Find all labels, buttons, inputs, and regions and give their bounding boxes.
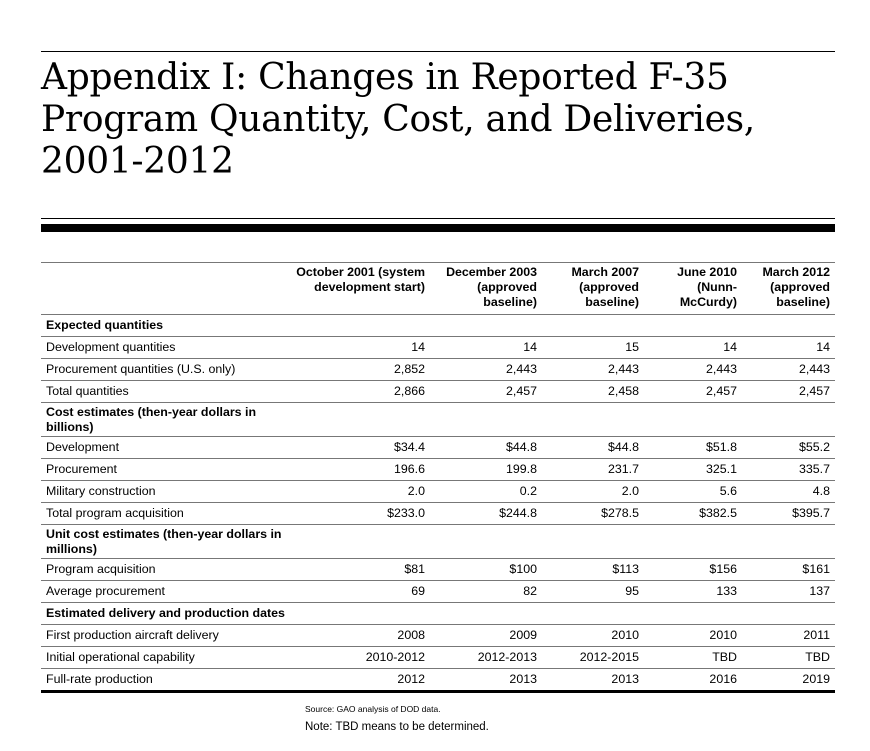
row-label: First production aircraft delivery <box>46 628 219 643</box>
table-cell: 325.1 <box>705 462 737 477</box>
table-cell: 2012-2013 <box>477 650 537 665</box>
empty-cell <box>542 525 644 559</box>
empty-cell <box>294 603 430 625</box>
table-cell: 2008 <box>397 628 425 643</box>
table-cell: 95 <box>625 584 639 599</box>
source-note: Source: GAO analysis of DOD data. <box>305 704 441 714</box>
table-cell: $100 <box>509 562 537 577</box>
empty-cell <box>294 525 430 559</box>
table-cell: 2019 <box>802 672 830 687</box>
table-row <box>41 559 835 581</box>
page-title: Appendix I: Changes in Reported F-35 Program Quantity, Cost, and Deliveries, 2001-2012 <box>41 57 755 182</box>
table-cell: $156 <box>709 562 737 577</box>
table-cell: 2,443 <box>705 362 737 377</box>
table-row <box>41 669 835 692</box>
row-label: Development <box>46 440 120 455</box>
table-cell: 137 <box>809 584 830 599</box>
row-label: Full-rate production <box>46 672 153 687</box>
table-cell: 2012-2015 <box>579 650 639 665</box>
table-row <box>41 381 835 403</box>
table-cell: 2012 <box>397 672 425 687</box>
table-cell: 5.6 <box>719 484 737 499</box>
table-cell: 14 <box>411 340 425 355</box>
table-cell: 2010 <box>611 628 639 643</box>
empty-cell <box>430 525 542 559</box>
f35-changes-table <box>41 262 835 693</box>
empty-cell <box>430 403 542 437</box>
table-cell: 2013 <box>611 672 639 687</box>
empty-cell <box>294 315 430 337</box>
table-cell: 0.2 <box>519 484 537 499</box>
empty-cell <box>542 315 644 337</box>
empty-cell <box>742 603 835 625</box>
table-row <box>41 437 835 459</box>
table-cell: 2009 <box>509 628 537 643</box>
table-cell: $44.8 <box>505 440 537 455</box>
table-cell: 2,458 <box>607 384 639 399</box>
table-cell: 2.0 <box>621 484 639 499</box>
table-row <box>41 359 835 381</box>
row-label: Development quantities <box>46 340 176 355</box>
table-cell: $382.5 <box>699 506 737 521</box>
title-divider-thin <box>41 218 835 219</box>
table-row <box>41 337 835 359</box>
table-row <box>41 481 835 503</box>
table-cell: 2011 <box>803 628 830 643</box>
table-cell: 2,457 <box>705 384 737 399</box>
header-dec-2003: December 2003 (approved baseline) <box>446 265 537 309</box>
empty-cell <box>644 603 742 625</box>
section-heading: Unit cost estimates (then-year dollars in millions) <box>46 527 282 556</box>
row-label: Procurement quantities (U.S. only) <box>46 362 236 377</box>
empty-cell <box>742 403 835 437</box>
row-label: Initial operational capability <box>46 650 195 665</box>
table-cell: 2010-2012 <box>365 650 425 665</box>
table-cell: 2,866 <box>393 384 425 399</box>
section-row <box>41 603 835 625</box>
row-label: Procurement <box>46 462 117 477</box>
table-cell: $113 <box>612 562 639 577</box>
table-cell: 2016 <box>709 672 737 687</box>
empty-cell <box>542 403 644 437</box>
table-cell: 69 <box>411 584 425 599</box>
table-cell: 2,457 <box>505 384 537 399</box>
table-row <box>41 625 835 647</box>
table-cell: 2,443 <box>798 362 830 377</box>
table-row <box>41 459 835 481</box>
row-label: Program acquisition <box>46 562 156 577</box>
empty-cell <box>542 603 644 625</box>
table-cell: $233.0 <box>387 506 425 521</box>
table-row <box>41 503 835 525</box>
table-cell: 14 <box>723 340 737 355</box>
row-label: Average procurement <box>46 584 165 599</box>
table-cell: 2,457 <box>798 384 830 399</box>
table-cell: 14 <box>523 340 537 355</box>
table-body <box>41 315 835 692</box>
header-mar-2012: March 2012 (approved baseline) <box>762 265 830 309</box>
footnote: Note: TBD means to be determined. <box>305 721 489 733</box>
table-cell: $44.8 <box>607 440 639 455</box>
section-row <box>41 315 835 337</box>
empty-cell <box>742 525 835 559</box>
section-row <box>41 403 835 437</box>
row-label: Total quantities <box>46 384 129 399</box>
table-cell: 14 <box>816 340 830 355</box>
empty-cell <box>742 315 835 337</box>
table-cell: 4.8 <box>812 484 830 499</box>
table-cell: 335.7 <box>798 462 830 477</box>
table-cell: $34.4 <box>393 440 425 455</box>
empty-cell <box>644 525 742 559</box>
table-cell: 2,443 <box>505 362 537 377</box>
table-header <box>41 263 835 315</box>
table-cell: TBD <box>805 650 830 665</box>
row-label: Total program acquisition <box>46 506 184 521</box>
empty-cell <box>430 315 542 337</box>
table-cell: 2,443 <box>607 362 639 377</box>
table-cell: $51.8 <box>705 440 737 455</box>
table-cell: $55.2 <box>798 440 830 455</box>
row-label: Military construction <box>46 484 156 499</box>
table-row <box>41 647 835 669</box>
table-cell: 82 <box>523 584 537 599</box>
table-cell: 15 <box>625 340 639 355</box>
table-cell: TBD <box>712 650 737 665</box>
table-cell: 231.7 <box>607 462 639 477</box>
header-jun-2010: June 2010 (Nunn-McCurdy) <box>677 265 737 309</box>
table-cell: 2,852 <box>393 362 425 377</box>
section-heading: Expected quantities <box>46 318 164 333</box>
table-cell: $244.8 <box>499 506 537 521</box>
section-heading: Cost estimates (then-year dollars in billions) <box>46 405 257 434</box>
table-cell: 199.8 <box>505 462 537 477</box>
table-cell: $278.5 <box>601 506 639 521</box>
table-cell: 133 <box>716 584 737 599</box>
table-cell: 2013 <box>509 672 537 687</box>
section-heading: Estimated delivery and production dates <box>46 606 285 621</box>
section-row <box>41 525 835 559</box>
empty-cell <box>644 315 742 337</box>
table-cell: 2010 <box>709 628 737 643</box>
table-row <box>41 581 835 603</box>
table-cell: $161 <box>802 562 830 577</box>
title-divider-thick <box>41 224 835 232</box>
table-cell: $81 <box>404 562 425 577</box>
header-oct-2001: October 2001 (system development start) <box>296 265 425 294</box>
empty-cell <box>644 403 742 437</box>
table-cell: 2.0 <box>407 484 425 499</box>
header-mar-2007: March 2007 (approved baseline) <box>571 265 639 309</box>
top-rule <box>41 51 835 52</box>
header-label-column <box>41 263 294 315</box>
table-cell: 196.6 <box>393 462 425 477</box>
empty-cell <box>294 403 430 437</box>
empty-cell <box>430 603 542 625</box>
table-cell: $395.7 <box>792 506 830 521</box>
